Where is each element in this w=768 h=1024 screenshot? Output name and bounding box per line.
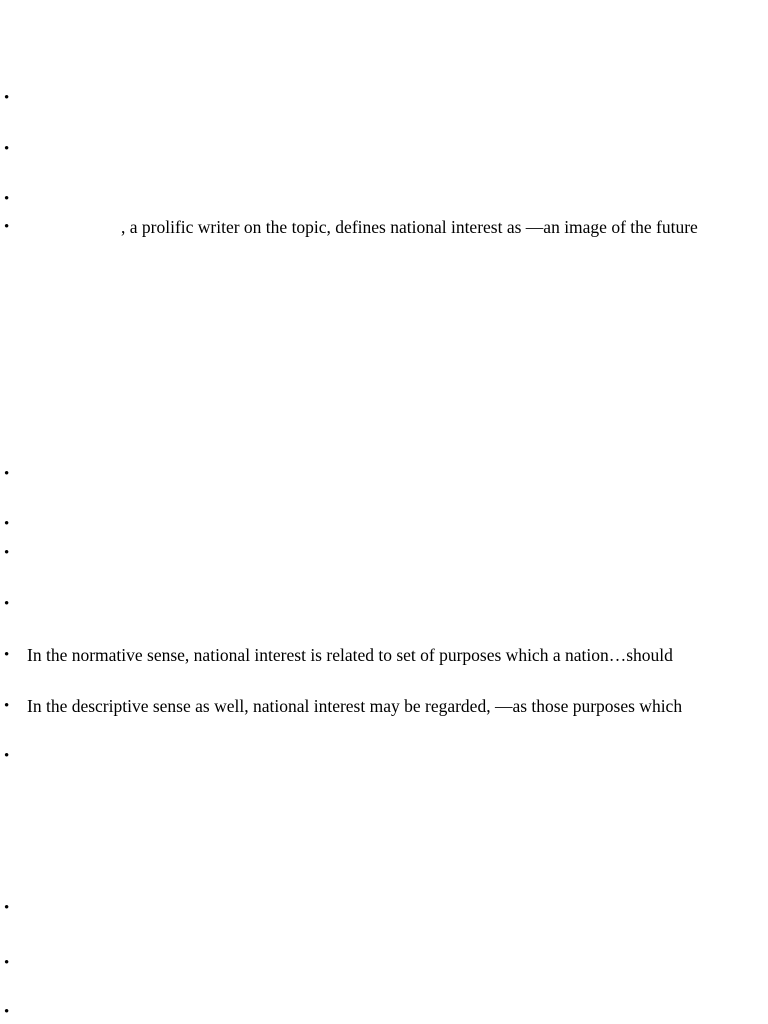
bullet: • — [4, 516, 10, 532]
list-item — [0, 744, 768, 768]
list-item — [0, 896, 768, 920]
bullet: • — [4, 647, 10, 663]
bullet: • — [4, 545, 10, 561]
list-item — [0, 694, 768, 718]
list-item — [0, 951, 768, 975]
list-item-text: In the descriptive sense as well, national interest may be regarded, —as those purposes which — [27, 696, 683, 716]
bullet: • — [4, 900, 10, 916]
list-item — [0, 541, 768, 565]
list-item — [0, 643, 768, 667]
list-item — [0, 86, 768, 110]
bullet: • — [4, 90, 10, 106]
bullet: • — [4, 596, 10, 612]
bullet: • — [4, 748, 10, 764]
list-item — [0, 187, 768, 211]
bullet: • — [4, 698, 10, 714]
list-item — [0, 512, 768, 536]
list-item — [0, 462, 768, 486]
list-item-text: In the normative sense, national interest is related to set of purposes which a nation…should — [27, 645, 673, 665]
bullet: • — [4, 1004, 10, 1020]
list-item — [0, 137, 768, 161]
bullet: • — [4, 955, 10, 971]
bullet: • — [4, 466, 10, 482]
bullet: • — [4, 141, 10, 157]
list-item — [0, 1000, 768, 1024]
list-item — [0, 215, 768, 239]
list-item — [0, 592, 768, 616]
bullet: • — [4, 191, 10, 207]
list-item-text: , a prolific writer on the topic, defines national interest as —an image of the future — [121, 217, 698, 237]
bullet: • — [4, 219, 10, 235]
